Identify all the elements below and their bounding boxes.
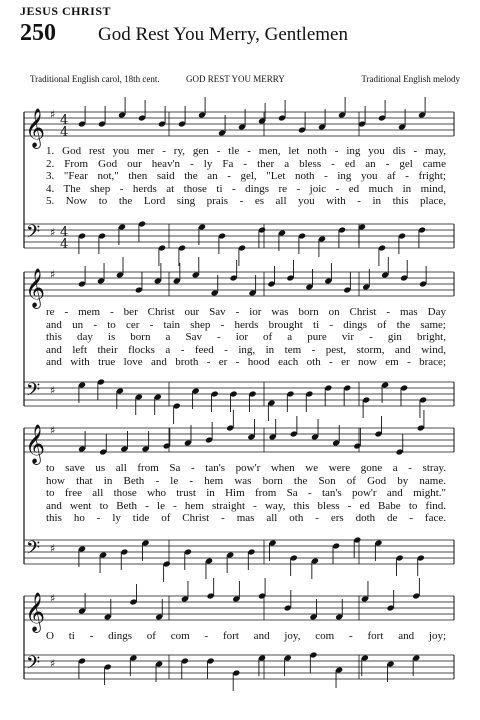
treble-clef: 𝄞 (25, 592, 46, 632)
text-credit: Traditional English carol, 18th cent. (30, 74, 160, 84)
key-signature-sharp: ♯ (50, 268, 56, 281)
lyric-line: 2. From God our heav'n - ly Fa - ther a bless - ed an - gel came (46, 157, 446, 170)
lyric-line: how that in Beth - le - hem was born the Son of God by name. (46, 474, 446, 487)
lyric-line: 5. Now to the Lord sing prais - es all you with - in this place, (46, 195, 446, 207)
lyric-line: to free all those who trust in Him from Sa - tan's pow'r and might." (46, 487, 446, 499)
treble-clef: 𝄞 (25, 108, 46, 148)
bass-clef: 𝄢 (26, 222, 41, 247)
key-signature-sharp: ♯ (50, 226, 56, 239)
lyric-line: and un - to cer - tain shep - herds brought ti - dings of the same; (46, 318, 446, 331)
music-credit: Traditional English melody (361, 74, 460, 84)
lyric-line: 1. God rest you mer - ry, gen - tle - men, let noth - ing you dis - may, (46, 145, 446, 157)
hymn-number: 250 (20, 20, 56, 46)
lyric-line: this day is born a Sav - ior of a pure vir - gin bright, (46, 331, 446, 343)
key-signature-sharp: ♯ (50, 108, 56, 121)
time-signature: 4 (60, 125, 69, 140)
lyric-line: this ho - ly tide of Christ - mas all oth - ers doth de - face. (46, 512, 446, 524)
lyric-line: 3. "Fear not," then said the an - gel, "Let noth - ing you af - fright; (46, 170, 446, 182)
lyric-line: to save us all from Sa - tan's pow'r when we were gone a - stray. (46, 462, 446, 474)
lyric-line: and left their flocks a - feed - ing, in tem - pest, storm, and wind, (46, 343, 446, 356)
time-signature: 4 (60, 113, 69, 128)
section-heading: JESUS CHRIST (20, 4, 112, 18)
tune-name: GOD REST YOU MERRY (186, 74, 285, 84)
key-signature-sharp: ♯ (50, 384, 56, 397)
lyrics-system-1 (46, 145, 446, 208)
bass-clef: 𝄢 (26, 380, 41, 405)
lyric-line: and with true love and broth - er - hood each oth - er now em - brace; (46, 356, 446, 368)
lyrics-system-4 (46, 630, 446, 643)
treble-clef: 𝄞 (25, 424, 46, 464)
time-signature: 4 (60, 237, 69, 252)
time-signature: 4 (60, 225, 69, 240)
lyric-line: 4. The shep - herds at those ti - dings re - joic - ed much in mind, (46, 182, 446, 195)
lyric-line: and went to Beth - le - hem straight - way, this bless - ed Babe to find. (46, 499, 446, 512)
bass-clef: 𝄢 (26, 653, 41, 678)
key-signature-sharp: ♯ (50, 542, 56, 555)
bass-clef: 𝄢 (26, 538, 41, 563)
key-signature-sharp: ♯ (50, 657, 56, 670)
lyrics-system-3 (46, 462, 446, 525)
treble-clef: 𝄞 (25, 268, 46, 308)
key-signature-sharp: ♯ (50, 424, 56, 437)
lyric-line: O ti - dings of com - fort and joy, com - fort and joy; (46, 630, 446, 642)
lyric-line: re - mem - ber Christ our Sav - ior was born on Christ - mas Day (46, 306, 446, 318)
key-signature-sharp: ♯ (50, 592, 56, 605)
hymn-title: God Rest You Merry, Gentlemen (98, 24, 348, 45)
lyrics-system-2 (46, 306, 446, 369)
